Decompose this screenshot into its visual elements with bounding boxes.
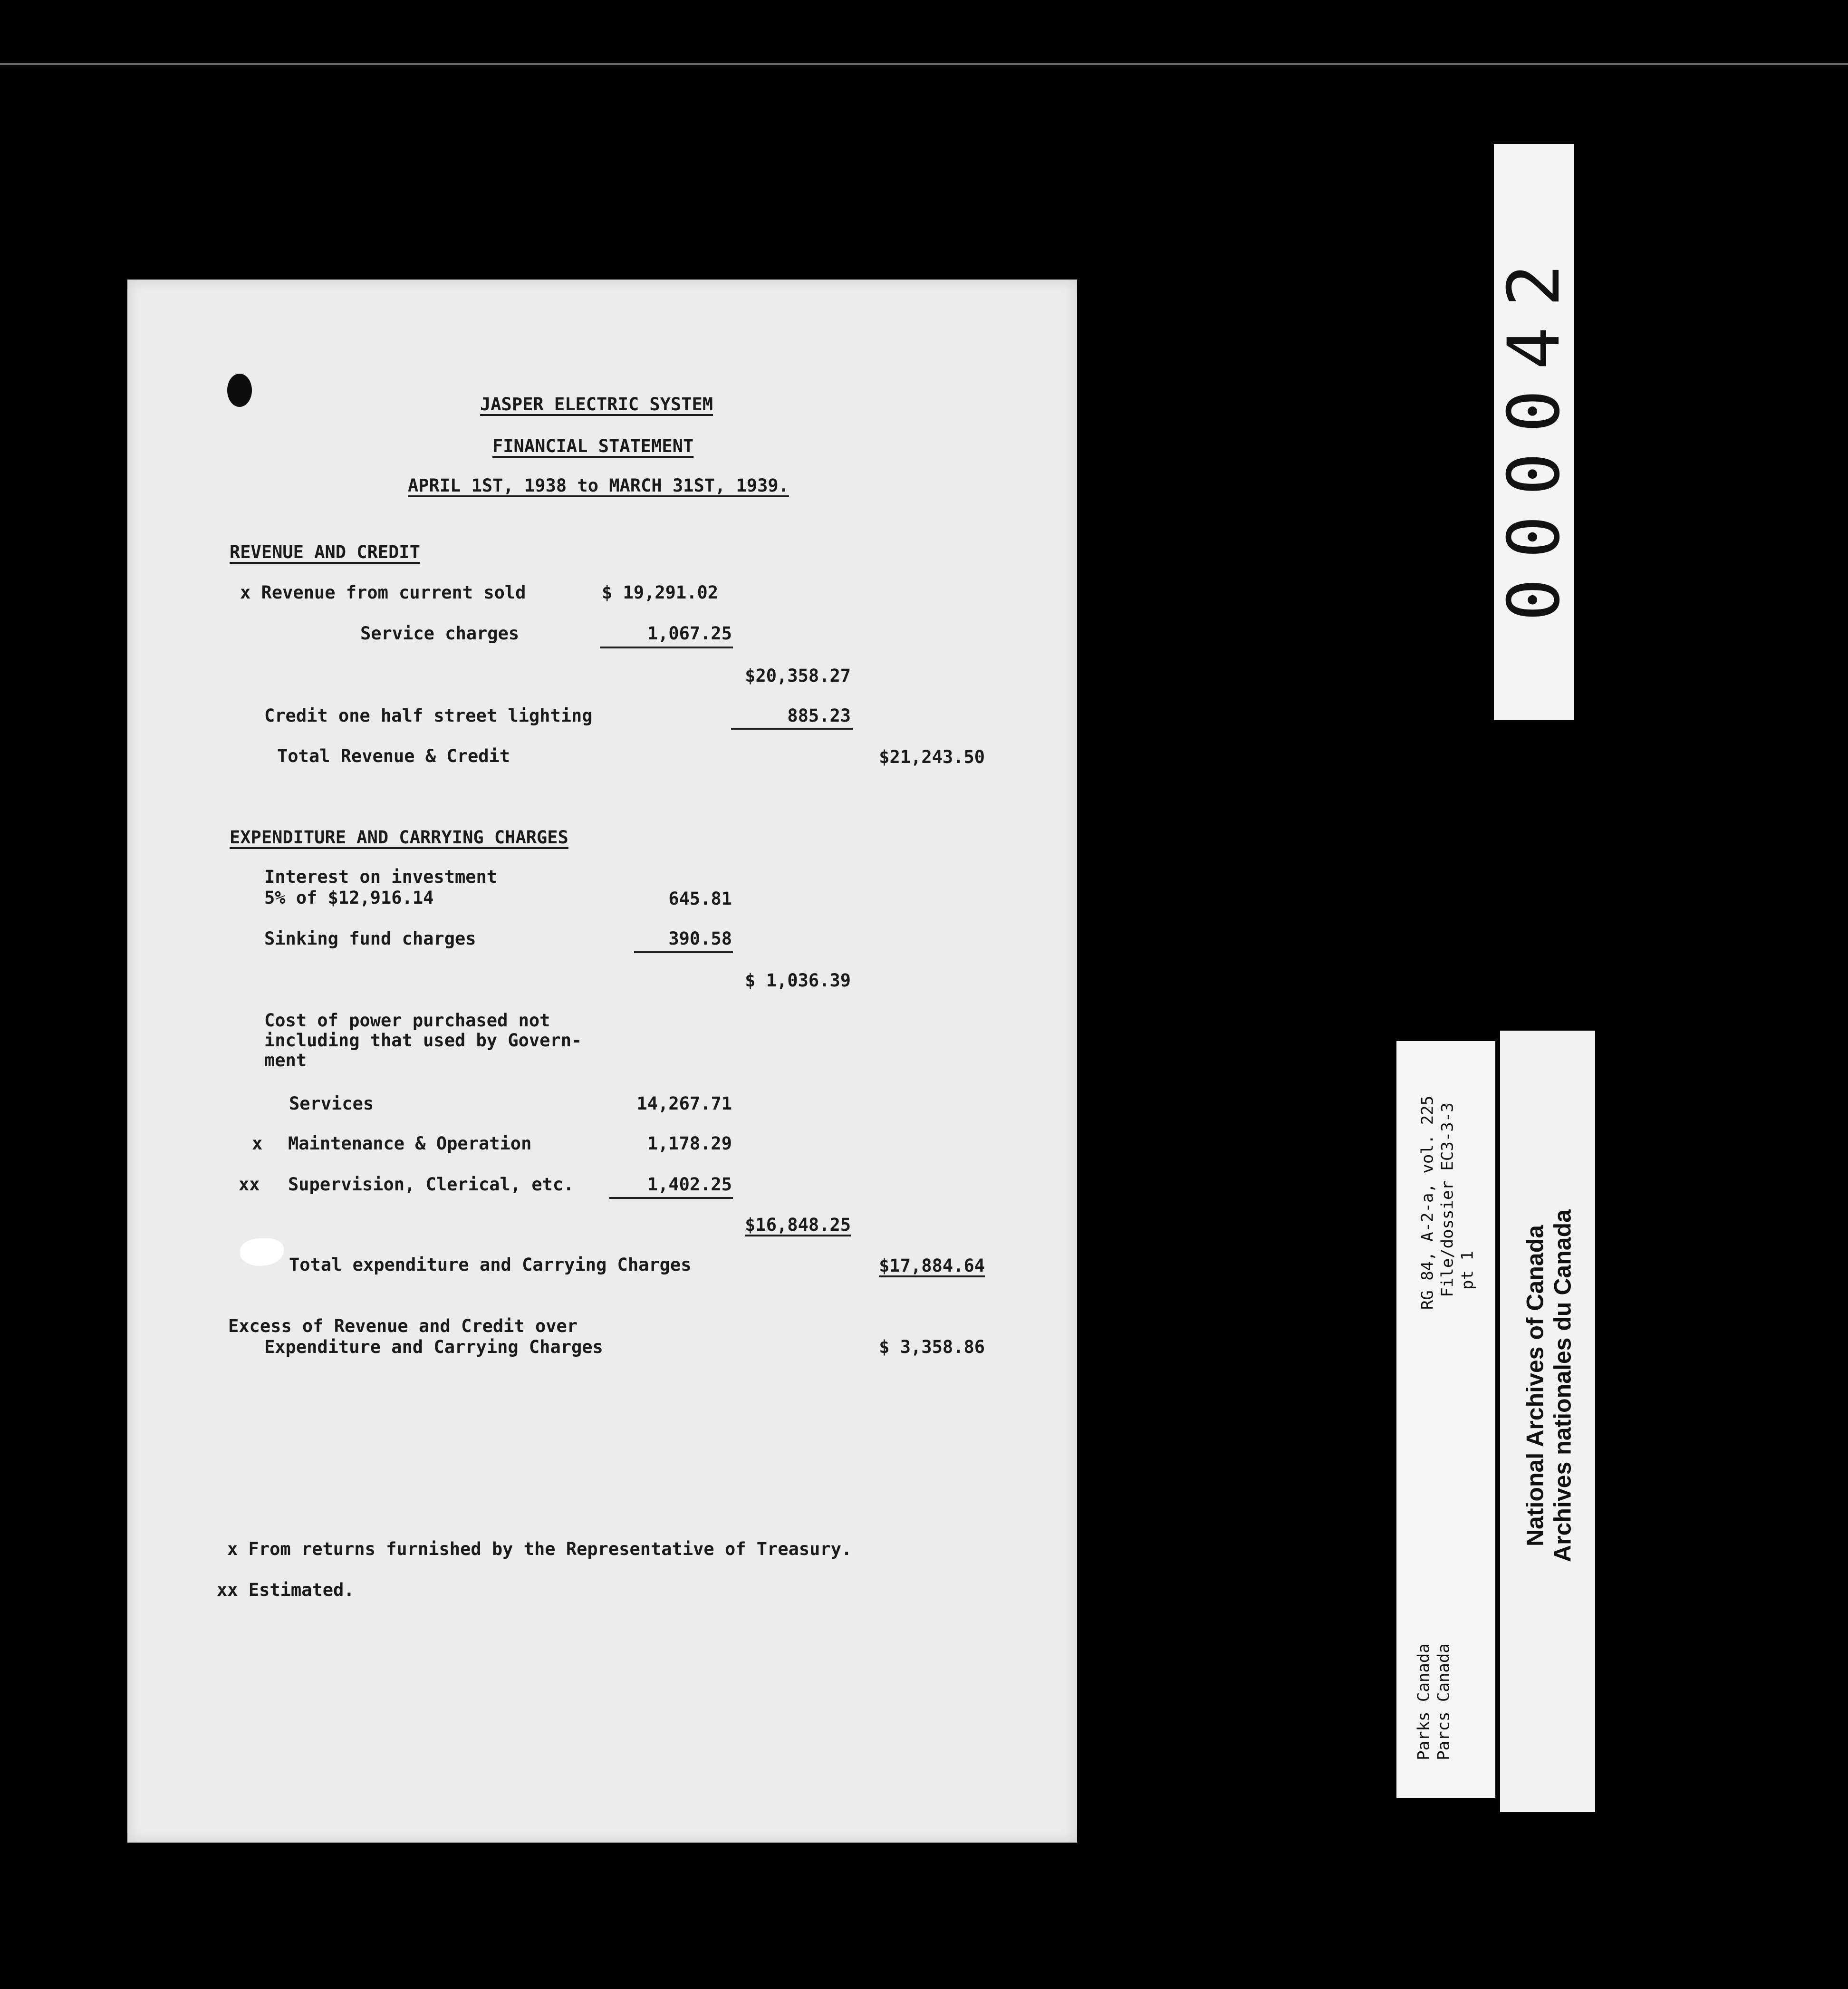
interest-value: 645.81 bbox=[668, 888, 732, 909]
credit-value: 885.23 bbox=[787, 705, 851, 726]
power-cost-label-1: Cost of power purchased not bbox=[264, 1010, 550, 1031]
supervision-label: Supervision, Clerical, etc. bbox=[288, 1174, 574, 1195]
footnote-2: xx Estimated. bbox=[217, 1580, 355, 1600]
expenditure-heading: EXPENDITURE AND CARRYING CHARGES bbox=[230, 827, 568, 848]
revenue-heading: REVENUE AND CREDIT bbox=[230, 542, 420, 562]
archives-name-en: National Archives of Canada bbox=[1521, 1225, 1549, 1547]
operating-subtotal: $16,848.25 bbox=[745, 1215, 851, 1235]
punch-hole bbox=[227, 374, 252, 407]
ref-line-2: File/dossier EC3-3-3 bbox=[1438, 1102, 1457, 1297]
services-value: 14,267.71 bbox=[636, 1093, 732, 1114]
total-revenue-value: $21,243.50 bbox=[879, 747, 985, 767]
ref-line-1: RG 84, A-2-a, vol. 225 bbox=[1418, 1095, 1437, 1310]
revenue-subtotal: $20,358.27 bbox=[745, 666, 851, 686]
ref-line-3: pt 1 bbox=[1458, 1251, 1477, 1290]
power-cost-label-3: ment bbox=[264, 1050, 307, 1071]
document-title: JASPER ELECTRIC SYSTEM bbox=[480, 394, 713, 415]
supervision-value: 1,402.25 bbox=[647, 1174, 732, 1195]
revenue-current-value: $ 19,291.02 bbox=[602, 582, 719, 603]
service-charges-value: 1,067.25 bbox=[647, 623, 732, 644]
film-edge-line bbox=[0, 63, 1848, 65]
interest-label: Interest on investment bbox=[264, 867, 498, 887]
total-revenue-label: Total Revenue & Credit bbox=[277, 746, 510, 766]
maintenance-marker: x bbox=[252, 1133, 263, 1154]
sinking-fund-value: 390.58 bbox=[668, 928, 732, 949]
reference-number: 000042 bbox=[1493, 244, 1576, 621]
maintenance-label: Maintenance & Operation bbox=[288, 1133, 532, 1154]
power-cost-label-2: including that used by Govern- bbox=[264, 1030, 582, 1051]
agency-name-fr: Parcs Canada bbox=[1434, 1643, 1453, 1760]
total-expenditure-label: Total expenditure and Carrying Charges bbox=[289, 1255, 692, 1275]
document-subtitle: FINANCIAL STATEMENT bbox=[492, 436, 694, 456]
rule bbox=[609, 1197, 733, 1199]
charges-subtotal: $ 1,036.39 bbox=[745, 970, 851, 991]
agency-name-en: Parks Canada bbox=[1414, 1643, 1434, 1760]
total-expenditure-value: $17,884.64 bbox=[879, 1255, 985, 1276]
excess-value: $ 3,358.86 bbox=[879, 1337, 985, 1357]
supervision-marker: xx bbox=[239, 1174, 260, 1195]
services-label: Services bbox=[289, 1093, 374, 1114]
rule bbox=[600, 647, 733, 648]
interest-label-2: 5% of $12,916.14 bbox=[264, 888, 434, 908]
service-charges-label: Service charges bbox=[360, 623, 520, 644]
footnote-1: x From returns furnished by the Representative of Treasury. bbox=[227, 1539, 852, 1559]
rule bbox=[731, 728, 853, 730]
rule bbox=[634, 951, 733, 953]
revenue-current-label: x Revenue from current sold bbox=[240, 582, 526, 603]
excess-label-2: Expenditure and Carrying Charges bbox=[264, 1337, 603, 1357]
maintenance-value: 1,178.29 bbox=[647, 1133, 732, 1154]
document-period: APRIL 1ST, 1938 to MARCH 31ST, 1939. bbox=[408, 475, 789, 496]
credit-label: Credit one half street lighting bbox=[264, 705, 593, 726]
sinking-fund-label: Sinking fund charges bbox=[264, 928, 476, 949]
excess-label-1: Excess of Revenue and Credit over bbox=[228, 1316, 578, 1336]
archives-name-fr: Archives nationales du Canada bbox=[1549, 1209, 1576, 1562]
